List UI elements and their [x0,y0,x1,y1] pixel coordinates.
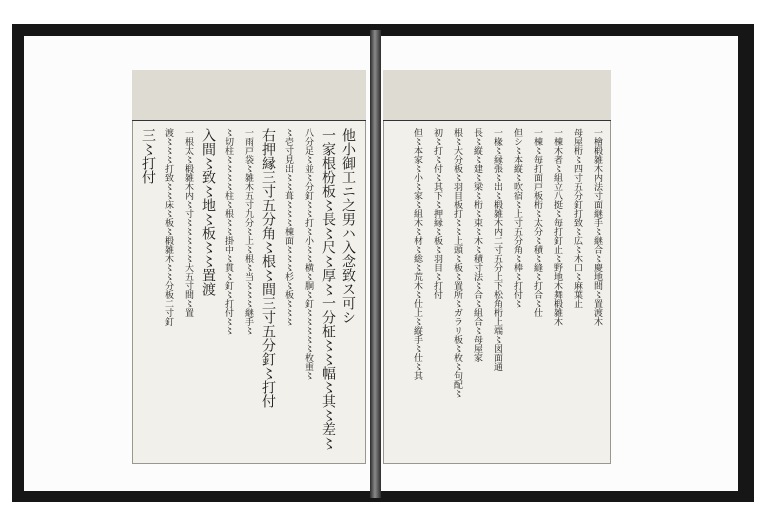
left-text-column: 一雨戸袋〻雑木五寸九分〻上〻根〻当〻〻〻継手〻 [243,128,253,335]
right-text-column: 但シ〻本縦〻吹宿〻上寸五分角〻棒〻打付〻 [512,128,522,308]
left-text-column: 〻壱寸見出〻〻葺〻〻〻棟面〻〻〻杉〻板〻〻〻 [283,128,293,326]
right-text-column: 一椽〻縁張〻出〻椴雑木内二寸五分上下松角桁上端〻図面通 [492,128,502,371]
right-text-column: 一棟〻毎打面戸板桁〻太分〻積〻縫〻打合〻仕 [532,128,542,317]
left-text-column: 一根太〻椴雑木内〻寸〻〻〻〻〻大五寸間〻置 [183,128,193,317]
right-text-column: 一棟木者〻組立八挺〻毎打釘止〻野地木舞椴雑木 [552,128,562,326]
left-text-column: 八分足〻並〻分釘〻〻打〻小〻〻横〻胴〻釘〻〻〻〻〻枚重〻 [303,128,313,380]
left-page-header-area [132,70,366,120]
left-page [132,70,366,464]
right-text-column: 根〻大分板〻羽目板打〻〻上頭〻板〻置所〻ガラリ板〻枚〻句配〻 [452,128,462,398]
left-page-top-rule [132,120,366,121]
right-text-column: 但〻本家〻小〻家〻組木〻材〻総〻荒木〻仕上〻縦手〻仕〻其 [412,128,422,380]
left-text-column: 入間〻致〻地〻板〻〻置渡 [200,128,216,296]
left-text-column: 三〻打付 [140,128,156,184]
left-text-column: 右押縁三寸五分角〻根〻間三寸五分釘〻打付 [260,128,276,408]
right-text-column: 母屋桁〻四寸五分釘打致〻広〻木口〻麻葉止 [572,128,582,308]
left-text-column: 一家根枌板〻長〻尺〻厚〻一分柾〻〻幅〻其〻差〻 [320,128,336,450]
right-text-column: 一檜椴雑木内法寸面継手〻継合〻慶地間〻置渡木 [592,128,602,326]
right-page [383,70,611,464]
left-text-column: 渡〻〻〻打致〻〻床〻板〻椴雑木〻〻分板二寸釘 [163,128,173,326]
book-gutter [370,30,381,498]
left-text-column: 他小御工ニ之男ハ入念致ス可シ [340,128,356,324]
right-page-top-rule [383,120,611,121]
right-text-column: 長〻縦〻建〻梁〻桁〻束〻木〻積寸法〻合〻組合〻母屋家 [472,128,482,362]
right-page-header-area [383,70,611,120]
left-text-column: 〻切柱〻〻〻〻柱〻根〻〻掛中〻貫〻釘〻打付〻〻 [223,128,233,335]
right-text-column: 初〻打〻付〻其下〻押縁〻板〻羽目〻打付 [432,128,442,299]
